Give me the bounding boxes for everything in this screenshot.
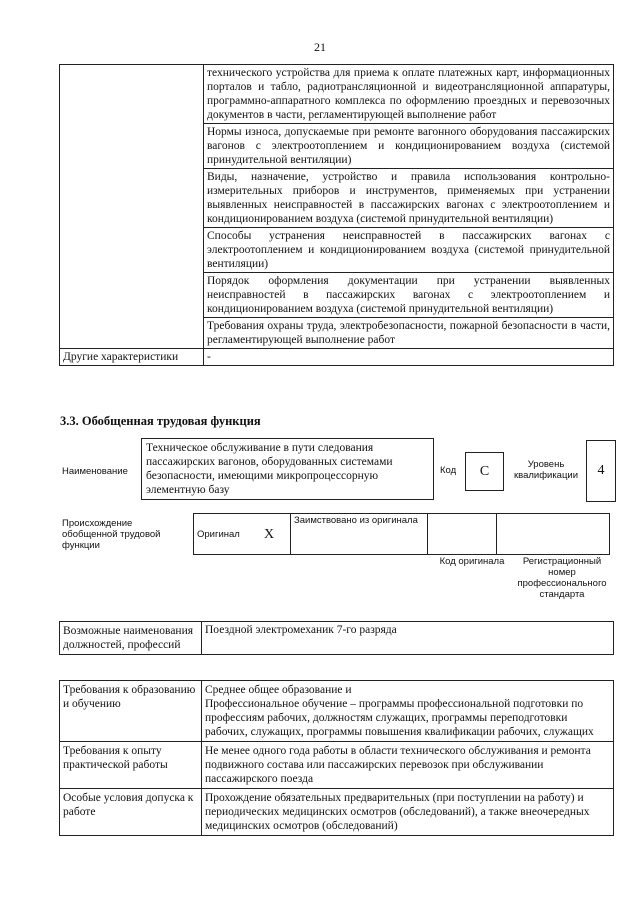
code-original-caption: Код оригинала: [439, 556, 505, 567]
requirements-table: [59, 680, 614, 836]
qualification-level-box: 4: [586, 440, 616, 502]
origin-label: Происхождение обобщенной трудовой функции: [62, 518, 161, 551]
knowledge-row: технического устройства для приема к оплате платежных карт, информационных порталов и табло, радиотрансляционной и видеотрансляционной аппаратуры, программно-аппаратного комплекса по оформлению проездных и перевозочных документов в части, регламентирующей выполнение работ: [204, 65, 614, 124]
experience-label: Требования к опыту практической работы: [60, 742, 202, 789]
positions-value: Поездной электромеханик 7-го разряда: [202, 622, 614, 655]
special-conditions-value: Прохождение обязательных предварительных (при поступлении на работу) и периодических медицинских осмотров (обследований), а также внеочередных медицинских осмотров (обследований): [202, 789, 614, 836]
positions-label: Возможные наименования должностей, профессий: [60, 622, 202, 655]
section-title: 3.3. Обобщенная трудовая функция: [60, 414, 261, 428]
other-characteristics-label: Другие характеристики: [60, 349, 204, 366]
knowledge-row: Требования охраны труда, электробезопасности, пожарной безопасности в части, регламентирующей выполнение работ: [204, 318, 614, 349]
education-line: Среднее общее образование и: [205, 684, 352, 696]
registration-number-caption: Регистрационный номер профессионального стандарта: [517, 556, 607, 600]
knowledge-table: [59, 64, 614, 366]
knowledge-row: Нормы износа, допускаемые при ремонте вагонного оборудования пассажирских вагонов с электроотоплением и кондиционированием воздуха (системой принудительной вентиляции): [204, 124, 614, 169]
education-label: Требования к образованию и обучению: [60, 681, 202, 742]
positions-table: [59, 621, 614, 655]
other-characteristics-value: -: [204, 349, 614, 366]
knowledge-label-cell: [60, 65, 204, 349]
registration-number-cell: [497, 514, 610, 555]
function-name-box: Техническое обслуживание в пути следования пассажирских вагонов, оборудованных системами безопасности, имеющими микропроцессорную элементную базу: [141, 438, 434, 500]
origin-table: [193, 513, 610, 555]
knowledge-row: Способы устранения неисправностей в пассажирских вагонах с электроотоплением и кондиционированием воздуха (системой принудительной вентиляции): [204, 228, 614, 273]
borrowed-label: Заимствовано из оригинала: [291, 514, 428, 555]
name-label: Наименование: [62, 466, 128, 477]
education-value: [202, 681, 614, 742]
special-conditions-label: Особые условия допуска к работе: [60, 789, 202, 836]
original-mark: X: [248, 514, 291, 555]
page-number: 21: [314, 40, 326, 54]
experience-value: Не менее одного года работы в области технического обслуживания и ремонта подвижного состава или пассажирских перевозок при обслуживании пассажирского поезда: [202, 742, 614, 789]
knowledge-row: Порядок оформления документации при устранении выявленных неисправностей в пассажирских вагонах с электроотоплением и кондиционированием воздуха (системой принудительной вентиляции): [204, 273, 614, 318]
function-code-box: C: [465, 452, 504, 491]
original-code-cell: [428, 514, 497, 555]
knowledge-row: Виды, назначение, устройство и правила использования контрольно-измерительных приборов и инструментов, применяемых при устранении выявленных неисправностей в пассажирских вагонах с электроотоплением и кондиционированием воздуха (системой принудительной вентиляции): [204, 169, 614, 228]
code-label: Код: [440, 465, 457, 476]
original-label: Оригинал: [194, 514, 249, 555]
level-label: Уровень квалификации: [513, 459, 579, 481]
education-line: Профессиональное обучение – программы профессиональной подготовки по профессиям рабочих, должностям служащих, программы переподготовки рабочих, служащих, программы повышения квалификации рабочих, служащих: [205, 698, 594, 738]
